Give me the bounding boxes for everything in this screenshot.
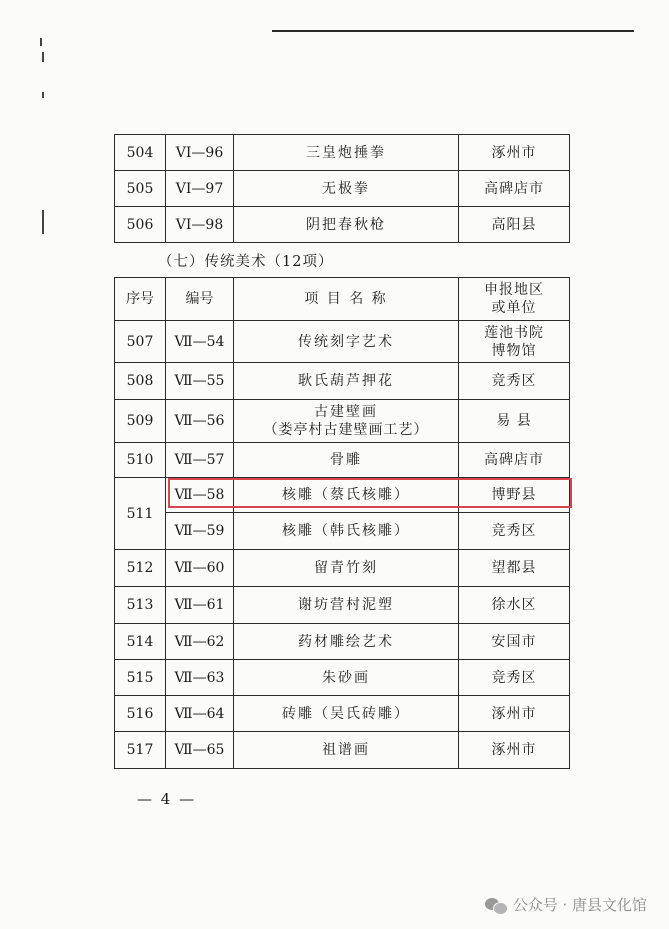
- table-traditional-arts: [114, 277, 570, 769]
- row-unit: 涿州市: [459, 696, 570, 732]
- row-project-name: 核雕（蔡氏核雕）: [234, 478, 459, 513]
- table-row: [115, 660, 570, 696]
- row-number: 505: [115, 171, 166, 207]
- row-number: 506: [115, 207, 166, 243]
- row-unit: 高碑店市: [459, 171, 570, 207]
- page-number: — 4 —: [137, 790, 197, 808]
- table-row: [115, 478, 570, 513]
- row-number: 515: [115, 660, 166, 696]
- row-code: Ⅶ—60: [166, 550, 234, 587]
- table-row: [115, 400, 570, 443]
- table-header-row: [115, 278, 570, 321]
- row-code: VI—96: [166, 135, 234, 171]
- scan-artifact: [42, 210, 44, 234]
- row-project-name: 谢坊营村泥塑: [234, 587, 459, 624]
- row-number: 516: [115, 696, 166, 732]
- row-project-name: 三皇炮捶拳: [234, 135, 459, 171]
- table-row: [115, 732, 570, 769]
- table-row: [115, 135, 570, 171]
- row-code: Ⅶ—62: [166, 624, 234, 660]
- row-code: Ⅶ—59: [166, 513, 234, 550]
- row-number: 507: [115, 321, 166, 363]
- row-unit: 涿州市: [459, 732, 570, 769]
- row-project-name: 无极拳: [234, 171, 459, 207]
- table-row: [115, 696, 570, 732]
- row-project-name-line1: 古建壁画: [314, 404, 378, 420]
- header-unit: [459, 278, 570, 321]
- header-number: 序号: [115, 278, 166, 321]
- row-code: Ⅶ—57: [166, 443, 234, 478]
- row-unit: 高碑店市: [459, 443, 570, 478]
- row-number: 512: [115, 550, 166, 587]
- table-row: [115, 171, 570, 207]
- row-project-name: 阴把春秋枪: [234, 207, 459, 243]
- row-project-name: [234, 400, 459, 443]
- row-unit: 竞秀区: [459, 513, 570, 550]
- table-row: [115, 513, 570, 550]
- scan-artifact: [40, 38, 42, 46]
- table-row: [115, 321, 570, 363]
- table-row: [115, 207, 570, 243]
- row-project-name: 耿氏葫芦押花: [234, 363, 459, 400]
- row-unit: 高阳县: [459, 207, 570, 243]
- row-number: 511: [115, 478, 166, 550]
- row-code: Ⅶ—56: [166, 400, 234, 443]
- row-number: 517: [115, 732, 166, 769]
- header-rule: [272, 30, 634, 32]
- row-number: 504: [115, 135, 166, 171]
- row-project-name: 骨雕: [234, 443, 459, 478]
- row-number: 513: [115, 587, 166, 624]
- row-unit: 安国市: [459, 624, 570, 660]
- row-code: Ⅶ—54: [166, 321, 234, 363]
- row-project-name-line2: （娄亭村古建壁画工艺）: [263, 422, 429, 438]
- header-code: 编号: [166, 278, 234, 321]
- wechat-icon: [485, 896, 507, 914]
- row-unit: 博野县: [459, 478, 570, 513]
- row-number: 509: [115, 400, 166, 443]
- table-row: [115, 587, 570, 624]
- row-code: Ⅶ—61: [166, 587, 234, 624]
- row-unit: 竞秀区: [459, 660, 570, 696]
- row-project-name: 传统刻字艺术: [234, 321, 459, 363]
- row-project-name: 核雕（韩氏核雕）: [234, 513, 459, 550]
- row-code: Ⅶ—64: [166, 696, 234, 732]
- row-code: Ⅶ—58: [166, 478, 234, 513]
- watermark: [485, 894, 647, 915]
- row-unit-line1: 莲池书院: [484, 324, 544, 341]
- row-code: VI—98: [166, 207, 234, 243]
- table-row: [115, 363, 570, 400]
- row-code: Ⅶ—63: [166, 660, 234, 696]
- row-unit: [459, 321, 570, 363]
- header-unit-line2: 或单位: [491, 300, 537, 316]
- watermark-text: 公众号 · 唐县文化馆: [512, 896, 647, 914]
- scan-artifact: [42, 52, 44, 62]
- row-unit: 易 县: [459, 400, 570, 443]
- header-unit-line1: 申报地区: [484, 282, 544, 298]
- row-number: 508: [115, 363, 166, 400]
- row-project-name: 留青竹刻: [234, 550, 459, 587]
- section-title: （七）传统美术（12项）: [158, 254, 334, 270]
- table-row: [115, 624, 570, 660]
- row-number: 510: [115, 443, 166, 478]
- row-project-name: 砖雕（吴氏砖雕）: [234, 696, 459, 732]
- row-unit: 望都县: [459, 550, 570, 587]
- row-project-name: 朱砂画: [234, 660, 459, 696]
- row-unit-line2: 博物馆: [491, 342, 537, 359]
- row-code: Ⅶ—55: [166, 363, 234, 400]
- row-code: Ⅶ—65: [166, 732, 234, 769]
- row-unit: 徐水区: [459, 587, 570, 624]
- table-row: [115, 443, 570, 478]
- row-unit: 涿州市: [459, 135, 570, 171]
- row-project-name: 药材雕绘艺术: [234, 624, 459, 660]
- row-project-name: 祖谱画: [234, 732, 459, 769]
- row-number: 514: [115, 624, 166, 660]
- row-code: VI—97: [166, 171, 234, 207]
- table-row: [115, 550, 570, 587]
- header-project-name: 项 目 名 称: [234, 278, 459, 321]
- row-unit: 竞秀区: [459, 363, 570, 400]
- table-martial-arts: [114, 134, 570, 243]
- scan-artifact: [42, 92, 44, 98]
